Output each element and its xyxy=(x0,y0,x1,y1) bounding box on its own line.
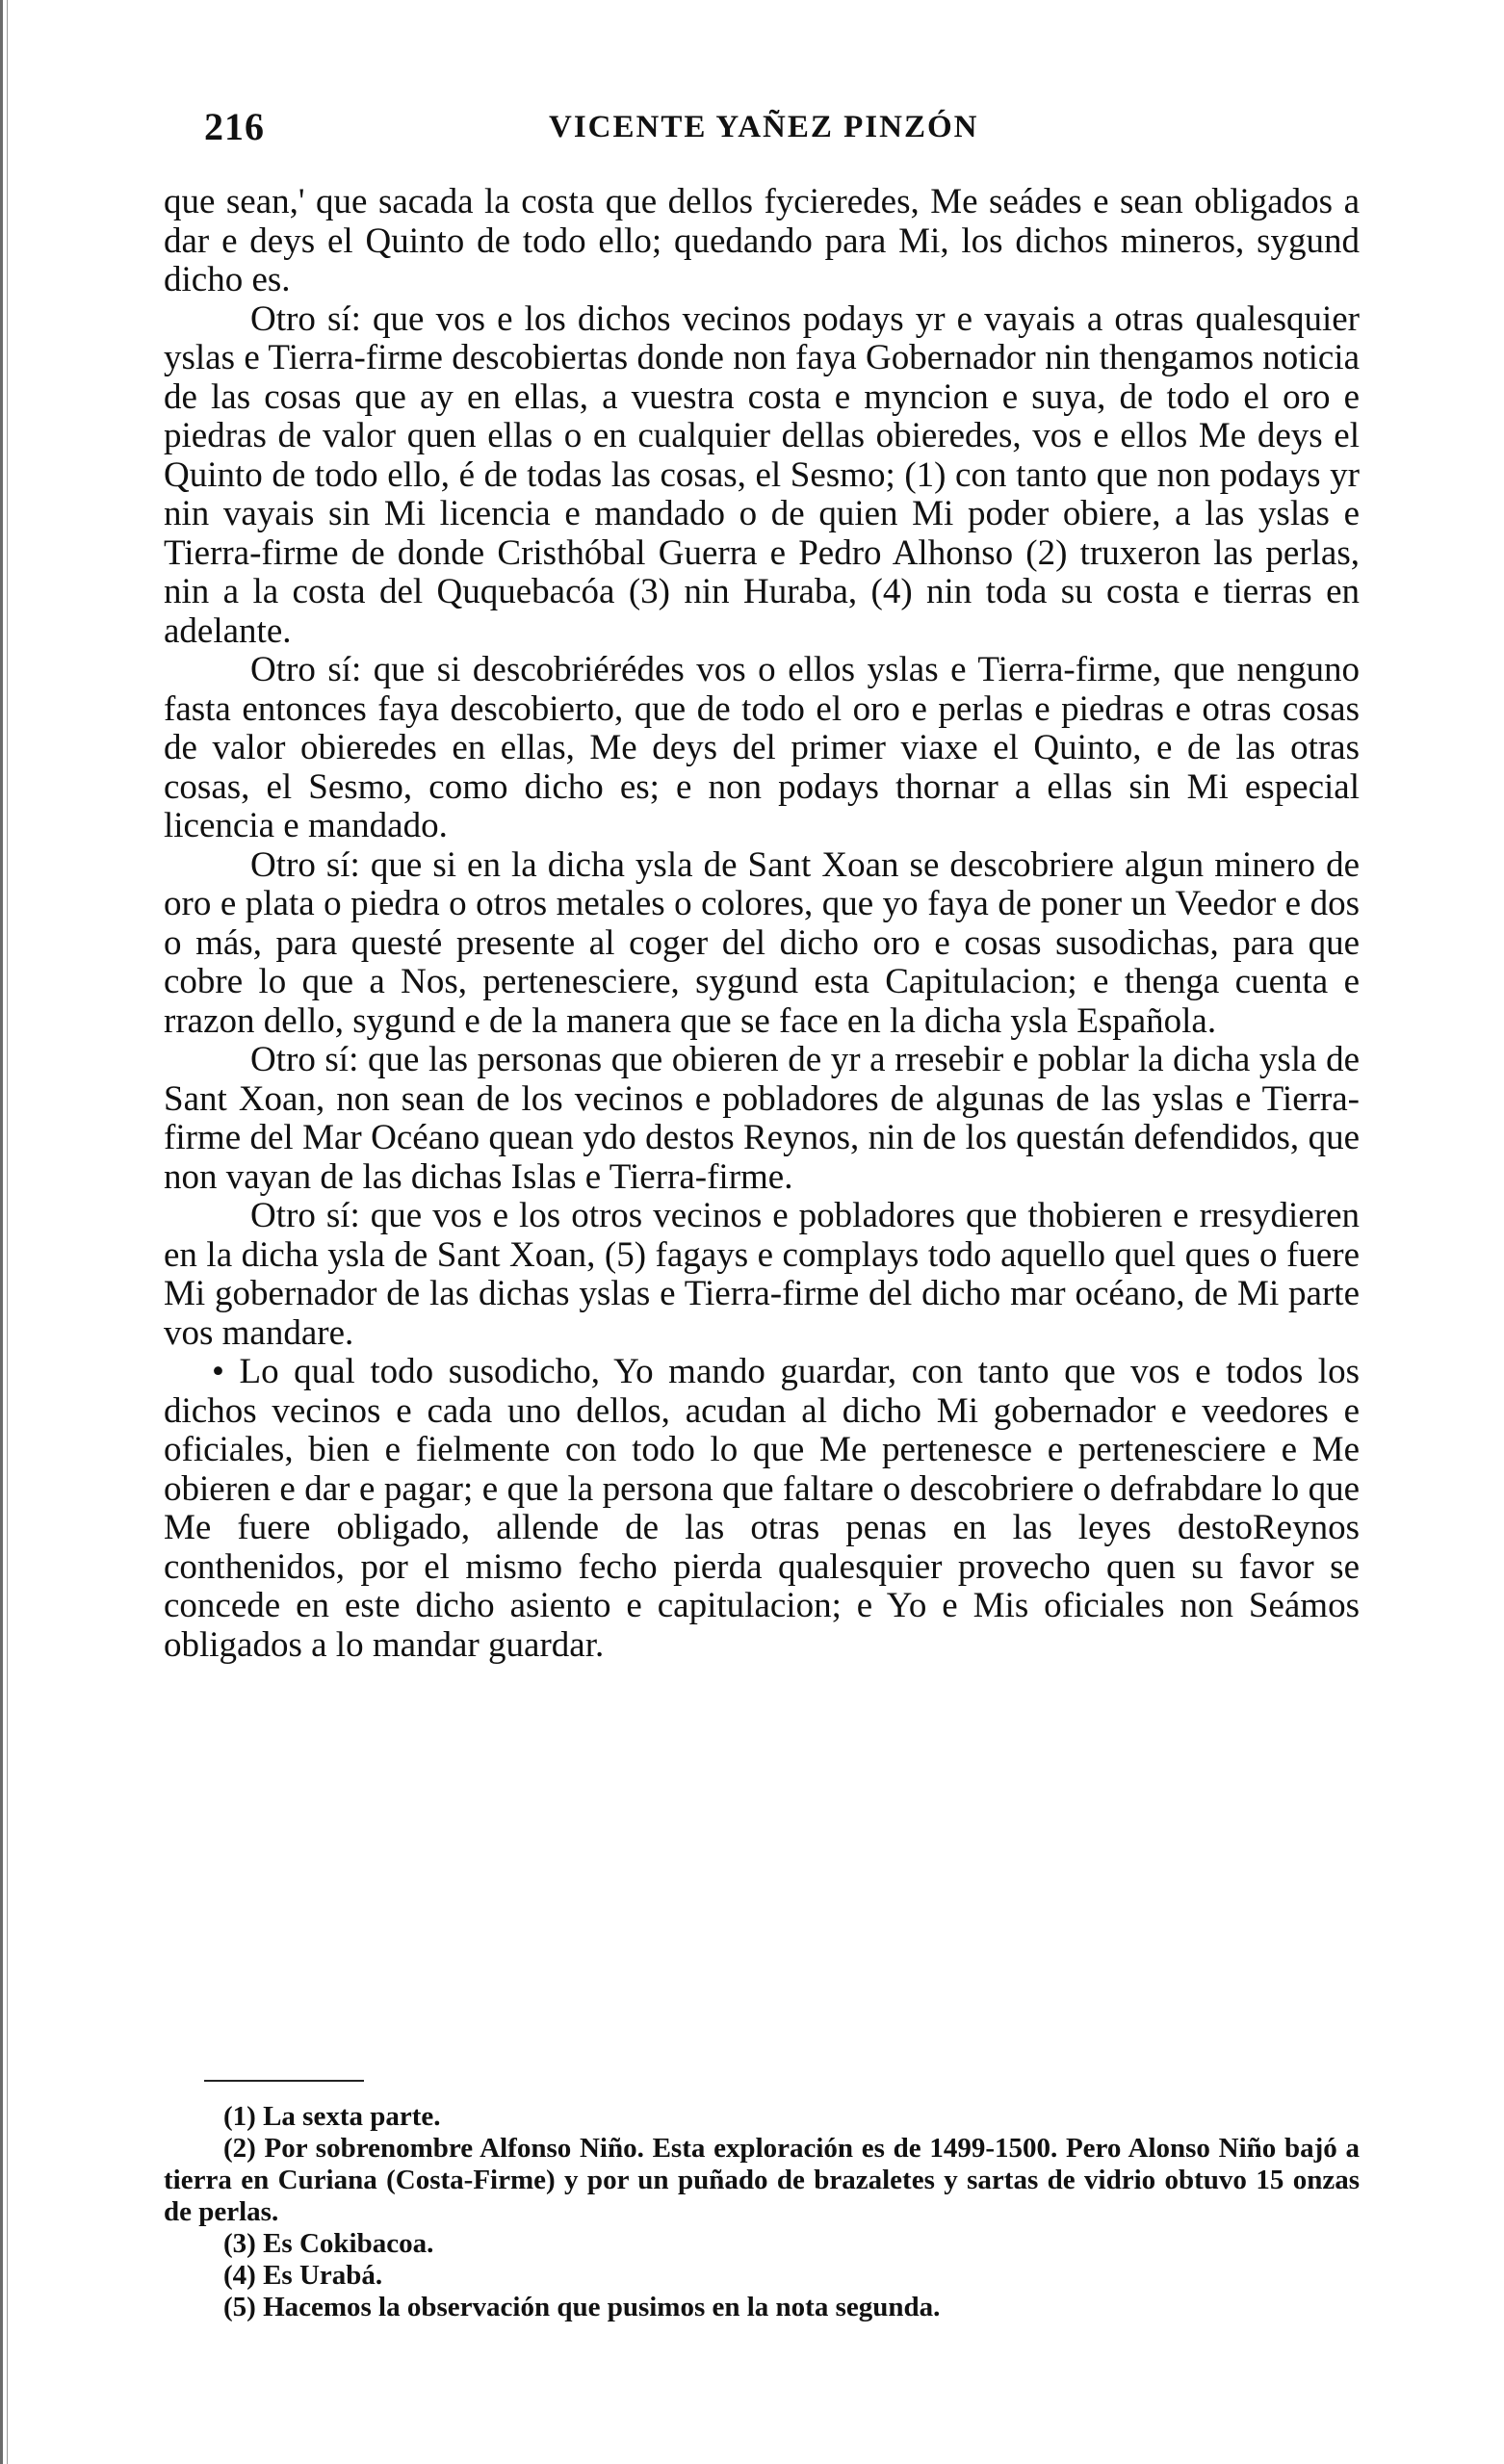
body-text xyxy=(164,183,1360,1665)
running-title: VICENTE YAÑEZ PINZÓN xyxy=(549,110,979,144)
paragraph: que sean,' que sacada la costa que dellos fycieredes, Me seádes e sean obligados a dar e deys el Quinto de todo ello; quedando para Mi, los dichos mineros, sygund dicho es. xyxy=(164,182,1360,299)
page-edge-line xyxy=(0,0,3,2464)
page-edge-line-inner xyxy=(7,0,8,2464)
footnotes xyxy=(164,2101,1360,2323)
paragraph: Otro sí: que vos e los dichos vecinos podays yr e vayais a otras qualesquier yslas e Tierra-firme descobiertas donde non faya Gobernador nin thengamos noticia de las cosas que ay en ellas, a vuestra costa e myncion e suya, de todo el oro e piedras de valor quen ellas o en cualquier dellas obieredes, vos e ellos Me deys el Quinto de todo ello, é de todas las cosas, el Sesmo; (1) con tanto que non podays yr nin vayais sin Mi licencia e mandado o de quien Mi poder obiere, a las yslas e Tierra-firme de donde Cristhóbal Guerra e Pedro Alhonso (2) truxeron las perlas, nin a la costa del Ququebacóa (3) nin Huraba, (4) nin toda su costa e tierras en adelante. xyxy=(164,298,1360,651)
paragraph: Otro sí: que si en la dicha ysla de Sant Xoan se descobriere algun minero de oro e plata o piedra o otros metales o colores, que yo faya de poner un Veedor e dos o más, para questé presente al coger del dicho oro e cosas susodichas, para que cobre lo que a Nos, pertenesciere, sygund esta Capitulacion; e thenga cuenta e rrazon dello, sygund e de la manera que se face en la dicha ysla Española. xyxy=(164,844,1360,1041)
footnote: (2) Por sobrenombre Alfonso Niño. Esta exploración es de 1499-1500. Pero Alonso Niño bajó a tierra en Curiana (Costa-Firme) y por un puñado de brazaletes y sartas de vidrio obtuvo 15 onzas de perlas. xyxy=(164,2133,1360,2227)
footnote: (1) La sexta parte. xyxy=(223,2101,441,2132)
footnote: (3) Es Cokibacoa. xyxy=(223,2228,434,2259)
footnote: (5) Hacemos la observación que pusimos en la nota segunda. xyxy=(223,2292,941,2322)
page-number: 216 xyxy=(204,105,265,148)
footnote-rule xyxy=(204,2080,364,2082)
paragraph: • Lo qual todo susodicho, Yo mando guardar, con tanto que vos e todos los dichos vecinos e cada uno dellos, acudan al dicho Mi gobernador e veedores e oficiales, bien e fielmente con todo lo que Me pertenesce e pertenesciere e Me obieren e dar e pagar; e que la persona que faltare o descobriere o defrabdare lo que Me fuere obligado, allende de las otras penas en las leyes destoReynos conthenidos, por el mismo fecho pierda qualesquier provecho quen su favor se concede en este dicho asiento e capitulacion; e Yo e Mis oficiales non Seámos obligados a lo mandar guardar. xyxy=(164,1352,1360,1665)
paragraph: Otro sí: que las personas que obieren de yr a rresebir e poblar la dicha ysla de Sant Xoan, non sean de los vecinos e pobladores de algunas de las yslas e Tierra-firme del Mar Océano quean ydo destos Reynos, nin de los questán defendidos, que non vayan de las dichas Islas e Tierra-firme. xyxy=(164,1040,1360,1197)
paragraph: Otro sí: que si descobriérédes vos o ellos yslas e Tierra-firme, que nenguno fasta entonces faya descobierto, que de todo el oro e perlas e piedras e otras cosas de valor obieredes en ellas, Me deys del primer viaxe el Quinto, e de las otras cosas, el Sesmo, como dicho es; e non podays thornar a ellas sin Mi especial licencia e mandado. xyxy=(164,650,1360,845)
footnote: (4) Es Urabá. xyxy=(223,2260,383,2291)
page-header xyxy=(204,104,1360,162)
paragraph: Otro sí: que vos e los otros vecinos e pobladores que thobieren e rresydieren en la dicha ysla de Sant Xoan, (5) fagays e complays todo aquello quel ques o fuere Mi gobernador de las dichas yslas e Tierra-firme del dicho mar océano, de Mi parte vos mandare. xyxy=(164,1196,1360,1353)
